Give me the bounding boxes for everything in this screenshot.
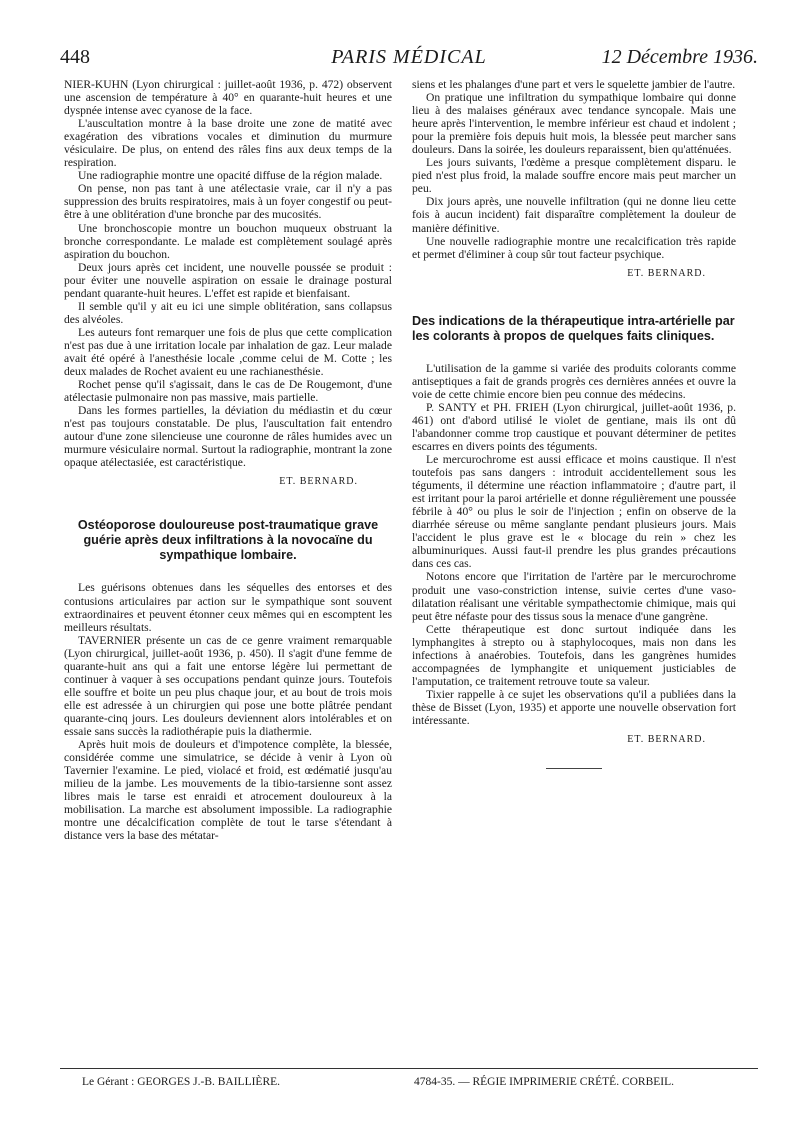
paragraph: On pratique une infiltration du sympathique lombaire qui donne lieu à des malaises généraux avec tendance syncopale. Mais une heure après l'intervention, le membre inférieur est chaud et indolent ; pour la première fois depuis huit mois, la blessée peut marcher sans douleurs. Dans la soirée, les douleurs reparaissent, bien qu'atténuées. [412, 91, 736, 157]
paragraph: Tixier rappelle à ce sujet les observations qu'il a publiées dans la thèse de Bisset (Lyon, 1935) et apporte une nouvelle observation fort intéressante. [412, 687, 736, 727]
paragraph: Les auteurs font remarquer une fois de plus que cette complication n'est pas due à une irritation locale par inhalation de gaz. Leur malade avait été opéré à l'anesthésie locale ,comme celui de M. Cotte ; les deux malades de Rochet avaient eu une rachianesthésie. [64, 325, 392, 379]
paragraph: Deux jours après cet incident, une nouvelle poussée se produit : pour éviter une nouvelle aspiration on essaie le drainage postural pendant quarante-huit heures. L'effet est rapide et bienfaisant. [64, 260, 392, 300]
paragraph: NIER-KUHN (Lyon chirurgical : juillet-août 1936, p. 472) observent une ascension de température à 40° en quarante-huit heures et une dyspnée intense avec cyanose de la face. [64, 78, 392, 118]
paragraph: Une bronchoscopie montre un bouchon muqueux obstruant la bronche correspondante. Le malade est complètement soulagé après aspiration du bouchon. [64, 221, 392, 261]
footer-rule [60, 1068, 758, 1069]
paragraph: Il semble qu'il y ait eu ici une simple oblitération, sans collapsus des alvéoles. [64, 299, 392, 326]
paragraph: Après huit mois de douleurs et d'impotence complète, la blessée, considérée comme une simulatrice, se décide à venir à Lyon où Tavernier l'examine. Le pied, violacé et froid, est œdématié jusqu'au milieu de la jambe. Les mouvements de la tibio-tarsienne sont assez libres mais le tarse est enraidi et atrocement douloureux à la mobilisation. La marche est absolument impossible. La radiographie montre une décalcification complète de tout le tarse s'étendant à distance vers la base des métatar- [64, 738, 392, 843]
paragraph: On pense, non pas tant à une atélectasie vraie, car il n'y a pas suppression des bruits respiratoires, mais à un foyer congestif ou peut-être à une oblitération d'une bronche par des mucosités. [64, 182, 392, 222]
paragraph: Une radiographie montre une opacité diffuse de la région malade. [78, 169, 383, 183]
paragraph: siens et les phalanges d'une part et vers le squelette jambier de l'autre. [412, 78, 736, 91]
signature: ET. BERNARD. [627, 734, 706, 746]
left-column [64, 78, 392, 842]
paragraph: Notons encore que l'irritation de l'artère par le mercurochrome produit une vaso-constriction intense, suivie certes d'une vaso-dilatation réalisant une véritable sympathectomie chimique, mais qui peut être néfaste pour des tissus sous la menace d'une gangrène. [412, 570, 736, 623]
page-footer [60, 1076, 758, 1090]
paragraph: Les guérisons obtenues dans les séquelles des entorses et des contusions articulaires par action sur le sympathique sont souvent extraordinaires et peuvent étonner ceux mêmes qui en escomptent les meilleurs résultats. [64, 581, 392, 634]
paragraph: P. SANTY et PH. FRIEH (Lyon chirurgical, juillet-août 1936, p. 461) ont d'abord utilisé le violet de gentiane, mais ils ont dû l'abandonner comme trop caustique et pouvant déterminer de petites escarres en divers points des téguments. [412, 400, 736, 453]
paragraph: L'auscultation montre à la base droite une zone de matité avec exagération des vibrations vocales et diminution du murmure vésiculaire. De plus, on entend des râles fins aux deux temps de la respiration. [64, 117, 392, 170]
issue-date: 12 Décembre 1936. [601, 46, 758, 68]
journal-title: PARIS MÉDICAL [331, 46, 487, 68]
page-header [60, 46, 758, 78]
signature: ET. BERNARD. [279, 476, 358, 488]
paragraph: TAVERNIER présente un cas de ce genre vraiment remarquable (Lyon chirurgical, juillet-août 1936, p. 450). Il s'agit d'une femme de quarante-huit ans qui a fait une entorse légère lui permettant de continuer à vaquer à ses occupations pendant quinze jours. Toutefois elle souffre et boite un peu plus chaque jour, et au bout de trois mois elle est adressée à un chirurgien qui pose une botte plâtrée pendant quarante-cinq jours. Les douleurs deviennent alors intolérables et on essaie sans succès la radiothérapie puis la diathermie. [64, 633, 392, 738]
article-heading: Ostéoporose douloureuse post-traumatique grave guérie après deux infiltrations à la novocaïne du sympathique lombaire. [77, 518, 379, 563]
paragraph: Le mercurochrome est aussi efficace et moins caustique. Il n'est toutefois pas sans dangers : introduit accidentellement sous les téguments, il détermine une réaction inflammatoire ; d'autre part, il est irritant pour la paroi artérielle et donne régulièrement une poussée fébrile à 40° ou plus le soir de l'injection ; enfin on observe de la diarrhée séreuse ou même sanglante pendant plusieurs jours. Mais l'accident le plus grave est le « blocage du rein » chez les albuminuriques. Aussi faut-il prendre les plus grandes précautions dans ces cas. [412, 453, 736, 571]
paragraph: Rochet pense qu'il s'agissait, dans le cas de De Rougemont, d'une atélectasie pulmonaire non pas massive, mais partielle. [64, 378, 392, 405]
paragraph: L'utilisation de la gamme si variée des produits colorants comme antiseptiques a fait de grands progrès ces dernières années et ouvre la voie de cette chimie encore bien peu connue des médecins. [412, 361, 736, 401]
paragraph: Une nouvelle radiographie montre une recalcification très rapide et permet d'éliminer à coup sûr tout facteur psychique. [412, 234, 736, 261]
footer-printer: 4784-35. — RÉGIE IMPRIMERIE CRÉTÉ. CORBEIL. [414, 1076, 675, 1088]
end-rule [546, 768, 602, 769]
paragraph: Dans les formes partielles, la déviation du médiastin et du cœur n'est pas toujours constatable. De plus, l'auscultation fait entendro autour d'une zone silencieuse une couronne de râles humides avec un murmure vésiculaire normal. Surtout la radiographie, montrant la zone opaque atélectasiée, est caractéristique. [64, 404, 392, 470]
paragraph: Les jours suivants, l'œdème a presque complètement disparu. le pied n'est plus froid, la malade souffre encore mais peut marcher un peu. [412, 156, 736, 196]
article-heading: Des indications de la thérapeutique intra-artérielle par les colorants à propos de quelques faits cliniques. [412, 313, 735, 343]
page-number: 448 [60, 46, 90, 68]
signature: ET. BERNARD. [627, 267, 706, 279]
paragraph: Cette thérapeutique est donc surtout indiquée dans les lymphangites à strepto ou à staphylocoques, mais non dans les infections à anaérobies. Toutefois, dans les gangrènes humides accompagnées de lymphangite et uniquement justiciables de l'amputation, ce traitement retrouve toute sa valeur. [412, 622, 736, 688]
right-column [412, 78, 736, 769]
footer-manager: Le Gérant : GEORGES J.-B. BAILLIÈRE. [82, 1076, 281, 1088]
paragraph: Dix jours après, une nouvelle infiltration (qui ne donne lieu cette fois à aucun incident) fait disparaître complètement la douleur de manière définitive. [412, 195, 736, 235]
